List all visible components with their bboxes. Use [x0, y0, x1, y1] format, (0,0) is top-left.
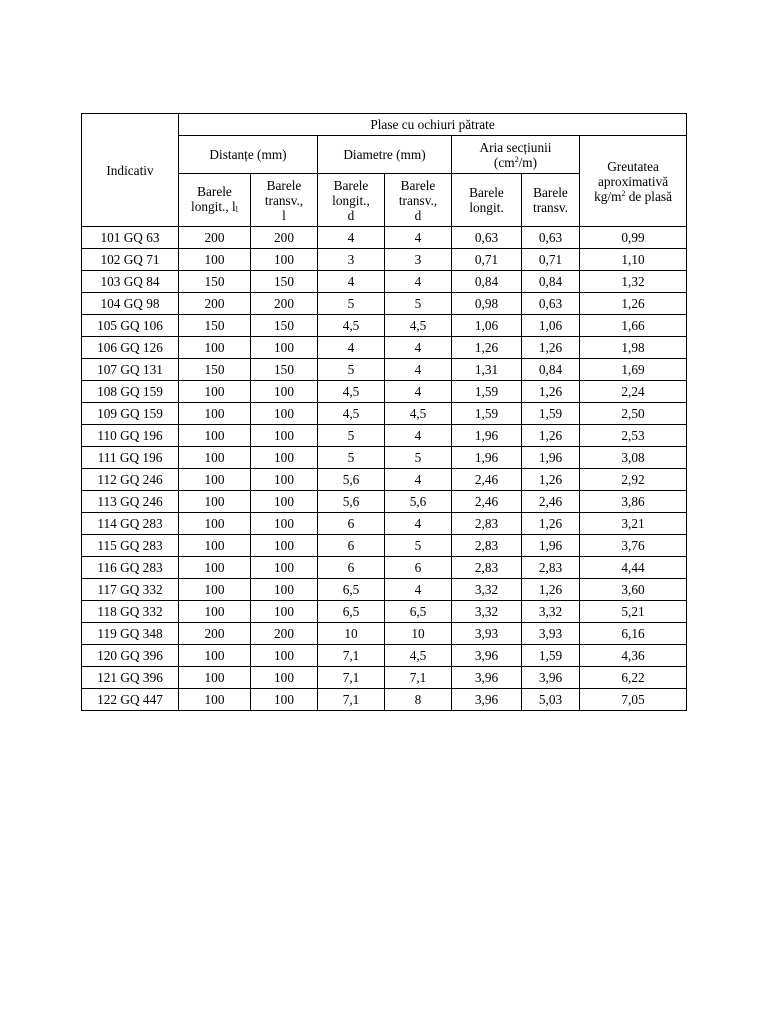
cell-diam-long: 4,5: [318, 315, 385, 337]
cell-indicativ: 107 GQ 131: [82, 359, 179, 381]
cell-diam-long: 7,1: [318, 645, 385, 667]
cell-dist-long: 150: [179, 271, 251, 293]
cell-indicativ: 104 GQ 98: [82, 293, 179, 315]
cell-diam-trans: 6,5: [385, 601, 452, 623]
cell-dist-long: 100: [179, 601, 251, 623]
cell-greutatea: 3,76: [580, 535, 687, 557]
cell-aria-trans: 1,26: [522, 513, 580, 535]
cell-aria-long: 0,71: [452, 249, 522, 271]
dist-trans-header: Barele transv., l: [251, 174, 318, 227]
cell-aria-long: 3,32: [452, 601, 522, 623]
cell-dist-long: 100: [179, 535, 251, 557]
cell-indicativ: 103 GQ 84: [82, 271, 179, 293]
header-row-1: [82, 114, 687, 136]
cell-dist-trans: 100: [251, 337, 318, 359]
cell-diam-long: 4: [318, 271, 385, 293]
aria-header: Aria secțiunii $(cm^2/m)$: [452, 136, 580, 174]
cell-dist-trans: 100: [251, 601, 318, 623]
cell-indicativ: 119 GQ 348: [82, 623, 179, 645]
cell-aria-trans: 3,96: [522, 667, 580, 689]
cell-indicativ: 110 GQ 196: [82, 425, 179, 447]
cell-aria-long: 0,84: [452, 271, 522, 293]
cell-greutatea: 7,05: [580, 689, 687, 711]
cell-indicativ: 111 GQ 196: [82, 447, 179, 469]
cell-dist-trans: 150: [251, 271, 318, 293]
cell-indicativ: 108 GQ 159: [82, 381, 179, 403]
cell-aria-trans: 1,96: [522, 535, 580, 557]
cell-diam-trans: 4: [385, 513, 452, 535]
cell-aria-trans: 1,96: [522, 447, 580, 469]
table-row: [82, 601, 687, 623]
cell-diam-long: 4: [318, 337, 385, 359]
aria-trans-header: Barele transv.: [522, 174, 580, 227]
cell-diam-trans: 4: [385, 579, 452, 601]
cell-greutatea: 1,98: [580, 337, 687, 359]
cell-indicativ: 114 GQ 283: [82, 513, 179, 535]
cell-greutatea: 6,22: [580, 667, 687, 689]
cell-aria-trans: 0,71: [522, 249, 580, 271]
table-row: [82, 623, 687, 645]
group-title-header: Plase cu ochiuri pătrate: [179, 114, 687, 136]
cell-diam-trans: 4: [385, 381, 452, 403]
cell-greutatea: 1,26: [580, 293, 687, 315]
cell-diam-trans: 4,5: [385, 645, 452, 667]
cell-diam-trans: 3: [385, 249, 452, 271]
cell-diam-long: 5: [318, 425, 385, 447]
cell-diam-trans: 4,5: [385, 315, 452, 337]
table-row: [82, 293, 687, 315]
cell-diam-trans: 4: [385, 425, 452, 447]
cell-diam-long: 5,6: [318, 491, 385, 513]
cell-diam-long: 6,5: [318, 579, 385, 601]
cell-diam-long: 6: [318, 535, 385, 557]
cell-greutatea: 2,50: [580, 403, 687, 425]
table-row: [82, 249, 687, 271]
cell-diam-trans: 4,5: [385, 403, 452, 425]
cell-aria-trans: 0,84: [522, 359, 580, 381]
cell-dist-trans: 100: [251, 579, 318, 601]
cell-dist-long: 100: [179, 469, 251, 491]
cell-greutatea: 6,16: [580, 623, 687, 645]
table-row: [82, 491, 687, 513]
cell-diam-long: 6: [318, 557, 385, 579]
diametre-header: Diametre (mm): [318, 136, 452, 174]
cell-indicativ: 120 GQ 396: [82, 645, 179, 667]
distante-header: Distanțe (mm): [179, 136, 318, 174]
cell-dist-long: 100: [179, 337, 251, 359]
cell-dist-long: 200: [179, 293, 251, 315]
cell-aria-trans: 1,26: [522, 381, 580, 403]
cell-diam-trans: 4: [385, 227, 452, 249]
table-row: [82, 403, 687, 425]
cell-dist-long: 100: [179, 447, 251, 469]
cell-aria-trans: 1,26: [522, 469, 580, 491]
cell-diam-long: 3: [318, 249, 385, 271]
cell-greutatea: 1,10: [580, 249, 687, 271]
cell-aria-trans: 1,26: [522, 579, 580, 601]
cell-greutatea: 1,32: [580, 271, 687, 293]
cell-diam-long: 5: [318, 447, 385, 469]
cell-aria-trans: 2,83: [522, 557, 580, 579]
cell-diam-long: 5: [318, 293, 385, 315]
cell-aria-long: 3,96: [452, 645, 522, 667]
table-row: [82, 469, 687, 491]
cell-greutatea: 3,08: [580, 447, 687, 469]
cell-aria-long: 1,31: [452, 359, 522, 381]
cell-dist-trans: 200: [251, 623, 318, 645]
cell-dist-trans: 100: [251, 469, 318, 491]
cell-greutatea: 3,60: [580, 579, 687, 601]
cell-aria-long: 2,83: [452, 557, 522, 579]
cell-dist-long: 200: [179, 227, 251, 249]
cell-aria-trans: 1,59: [522, 645, 580, 667]
cell-indicativ: 102 GQ 71: [82, 249, 179, 271]
cell-aria-long: 1,59: [452, 403, 522, 425]
greutatea-header: Greutatea aproximativă $kg/m^2$ de plasă: [580, 136, 687, 227]
table-row: [82, 337, 687, 359]
cell-greutatea: 4,44: [580, 557, 687, 579]
cell-indicativ: 121 GQ 396: [82, 667, 179, 689]
diam-long-header: Barele longit., d: [318, 174, 385, 227]
cell-diam-long: 6: [318, 513, 385, 535]
cell-aria-long: 1,26: [452, 337, 522, 359]
cell-indicativ: 112 GQ 246: [82, 469, 179, 491]
cell-dist-trans: 200: [251, 227, 318, 249]
table-row: [82, 425, 687, 447]
cell-greutatea: 4,36: [580, 645, 687, 667]
cell-aria-long: 3,32: [452, 579, 522, 601]
cell-dist-trans: 150: [251, 315, 318, 337]
table-row: [82, 447, 687, 469]
cell-dist-trans: 200: [251, 293, 318, 315]
cell-diam-trans: 4: [385, 359, 452, 381]
cell-indicativ: 109 GQ 159: [82, 403, 179, 425]
cell-dist-long: 100: [179, 579, 251, 601]
aria-long-header: Barele longit.: [452, 174, 522, 227]
cell-aria-trans: 5,03: [522, 689, 580, 711]
cell-diam-trans: 5,6: [385, 491, 452, 513]
table-row: [82, 359, 687, 381]
table-row: [82, 271, 687, 293]
cell-aria-trans: 2,46: [522, 491, 580, 513]
cell-aria-long: 1,96: [452, 447, 522, 469]
cell-dist-long: 150: [179, 359, 251, 381]
table-row: [82, 557, 687, 579]
cell-dist-long: 150: [179, 315, 251, 337]
cell-dist-trans: 100: [251, 425, 318, 447]
cell-aria-long: 2,83: [452, 535, 522, 557]
cell-aria-long: 1,96: [452, 425, 522, 447]
cell-aria-trans: 3,32: [522, 601, 580, 623]
cell-aria-trans: 3,93: [522, 623, 580, 645]
cell-dist-trans: 100: [251, 667, 318, 689]
cell-dist-long: 100: [179, 513, 251, 535]
cell-greutatea: 2,92: [580, 469, 687, 491]
cell-greutatea: 2,24: [580, 381, 687, 403]
cell-dist-trans: 100: [251, 249, 318, 271]
table-row: [82, 381, 687, 403]
cell-aria-long: 2,46: [452, 491, 522, 513]
cell-dist-long: 100: [179, 249, 251, 271]
cell-greutatea: 1,66: [580, 315, 687, 337]
cell-diam-long: 7,1: [318, 667, 385, 689]
cell-dist-trans: 100: [251, 557, 318, 579]
cell-diam-long: 10: [318, 623, 385, 645]
cell-diam-long: 4: [318, 227, 385, 249]
cell-dist-trans: 100: [251, 381, 318, 403]
cell-greutatea: 3,21: [580, 513, 687, 535]
cell-aria-long: 0,98: [452, 293, 522, 315]
cell-aria-long: 2,46: [452, 469, 522, 491]
cell-diam-long: 4,5: [318, 381, 385, 403]
indicativ-header: Indicativ: [82, 114, 179, 227]
cell-dist-trans: 100: [251, 689, 318, 711]
cell-dist-long: 100: [179, 425, 251, 447]
cell-dist-long: 100: [179, 667, 251, 689]
cell-indicativ: 118 GQ 332: [82, 601, 179, 623]
cell-indicativ: 105 GQ 106: [82, 315, 179, 337]
cell-diam-long: 6,5: [318, 601, 385, 623]
cell-aria-long: 3,96: [452, 667, 522, 689]
cell-aria-trans: 0,63: [522, 227, 580, 249]
cell-diam-trans: 8: [385, 689, 452, 711]
table-row: [82, 227, 687, 249]
cell-aria-trans: 1,06: [522, 315, 580, 337]
table-row: [82, 645, 687, 667]
cell-indicativ: 113 GQ 246: [82, 491, 179, 513]
table-row: [82, 315, 687, 337]
cell-dist-trans: 100: [251, 513, 318, 535]
dist-long-header: Barele longit., $l_l$: [179, 174, 251, 227]
cell-dist-trans: 100: [251, 447, 318, 469]
mesh-specification-table: [81, 113, 687, 711]
cell-dist-long: 100: [179, 689, 251, 711]
cell-aria-long: 3,93: [452, 623, 522, 645]
cell-diam-long: 4,5: [318, 403, 385, 425]
cell-dist-long: 100: [179, 381, 251, 403]
cell-diam-long: 7,1: [318, 689, 385, 711]
cell-aria-trans: 0,63: [522, 293, 580, 315]
cell-greutatea: 1,69: [580, 359, 687, 381]
cell-aria-long: 2,83: [452, 513, 522, 535]
cell-diam-trans: 10: [385, 623, 452, 645]
cell-dist-trans: 100: [251, 491, 318, 513]
cell-dist-long: 100: [179, 557, 251, 579]
cell-dist-long: 100: [179, 645, 251, 667]
cell-diam-trans: 7,1: [385, 667, 452, 689]
cell-dist-long: 100: [179, 403, 251, 425]
cell-aria-long: 3,96: [452, 689, 522, 711]
cell-dist-trans: 150: [251, 359, 318, 381]
cell-aria-trans: 1,26: [522, 425, 580, 447]
cell-dist-long: 100: [179, 491, 251, 513]
cell-indicativ: 115 GQ 283: [82, 535, 179, 557]
table-body: [82, 227, 687, 711]
cell-aria-trans: 1,26: [522, 337, 580, 359]
cell-greutatea: 3,86: [580, 491, 687, 513]
cell-diam-long: 5,6: [318, 469, 385, 491]
cell-greutatea: 0,99: [580, 227, 687, 249]
table-row: [82, 689, 687, 711]
cell-diam-trans: 6: [385, 557, 452, 579]
cell-aria-long: 1,06: [452, 315, 522, 337]
table-row: [82, 579, 687, 601]
cell-dist-trans: 100: [251, 535, 318, 557]
cell-dist-trans: 100: [251, 645, 318, 667]
cell-indicativ: 101 GQ 63: [82, 227, 179, 249]
cell-greutatea: 5,21: [580, 601, 687, 623]
cell-diam-trans: 5: [385, 293, 452, 315]
cell-indicativ: 106 GQ 126: [82, 337, 179, 359]
cell-dist-long: 200: [179, 623, 251, 645]
cell-aria-long: 0,63: [452, 227, 522, 249]
cell-indicativ: 117 GQ 332: [82, 579, 179, 601]
cell-diam-trans: 4: [385, 337, 452, 359]
cell-diam-trans: 5: [385, 535, 452, 557]
cell-diam-trans: 4: [385, 469, 452, 491]
cell-indicativ: 116 GQ 283: [82, 557, 179, 579]
table-row: [82, 513, 687, 535]
cell-diam-trans: 5: [385, 447, 452, 469]
cell-indicativ: 122 GQ 447: [82, 689, 179, 711]
cell-dist-trans: 100: [251, 403, 318, 425]
cell-diam-trans: 4: [385, 271, 452, 293]
cell-aria-long: 1,59: [452, 381, 522, 403]
diam-trans-header: Barele transv., d: [385, 174, 452, 227]
cell-aria-trans: 1,59: [522, 403, 580, 425]
cell-aria-trans: 0,84: [522, 271, 580, 293]
cell-greutatea: 2,53: [580, 425, 687, 447]
table-header: [82, 114, 687, 227]
table-row: [82, 667, 687, 689]
cell-diam-long: 5: [318, 359, 385, 381]
table-row: [82, 535, 687, 557]
